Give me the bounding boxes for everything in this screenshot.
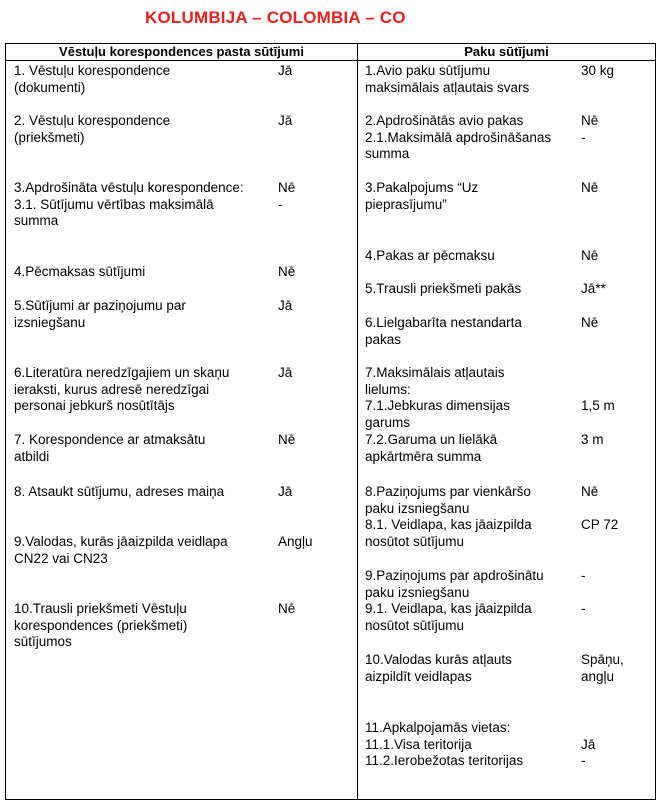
letter-row-4-value: Nē [278, 264, 296, 279]
parcel-row-7-2-value: 3 m [581, 432, 604, 447]
parcel-row-3-value: Nē [581, 180, 599, 195]
parcel-row-9-label: 9.Paziņojums par apdrošinātu paku izsniegšanu 9.1. Veidlapa, kas jāaizpilda nosūtot sūtījumu [365, 568, 544, 633]
parcel-row-10-value: Spāņu, angļu [581, 652, 624, 684]
letter-row-3-label: 3.Apdrošināta vēstuļu korespondence: 3.1. Sūtījumu vērtības maksimālā summa [14, 180, 244, 228]
right-column-header: Paku sūtījumi [464, 44, 549, 59]
letter-row-10-value: Nē [278, 601, 296, 616]
parcel-row-9-value: - - [581, 568, 586, 616]
parcel-row-3-label: 3.Pakalpojums “Uz pieprasījumu” [365, 180, 479, 212]
letter-row-1-value: Jā [278, 63, 293, 78]
header-divider [6, 60, 655, 61]
letter-row-2-label: 2. Vēstuļu korespondence (priekšmeti) [14, 113, 171, 145]
parcel-row-11-label: 11.Apkalpojamās vietas: 11.1.Visa teritorija 11.2.Ierobežotas teritorijas [365, 720, 524, 768]
letter-row-10-label: 10.Trausli priekšmeti Vēstuļu korespondences (priekšmeti) sūtījumos [14, 601, 188, 649]
parcel-row-1-value: 30 kg [581, 63, 615, 78]
parcel-row-8-label: 8.Paziņojums par vienkāršo paku izsniegšanu 8.1. Veidlapa, kas jāaizpilda nosūtot sūtījumu [365, 484, 532, 549]
parcel-row-6-label: 6.Lielgabarīta nestandarta pakas [365, 315, 522, 347]
left-column-header: Vēstuļu korespondences pasta sūtījumi [59, 44, 304, 59]
letter-row-9-value: Angļu [278, 534, 313, 549]
letter-row-8-value: Jā [278, 484, 293, 499]
letter-row-9-label: 9.Valodas, kurās jāaizpilda veidlapa CN22 vai CN23 [14, 534, 228, 566]
parcel-row-7-value: 1,5 m [581, 398, 615, 413]
letter-row-5-value: Jā [278, 298, 293, 313]
letter-row-1-label: 1. Vēstuļu korespondence (dokumenti) [14, 63, 171, 95]
letter-row-6-label: 6.Literatūra neredzīgajiem un skaņu ieraksti, kurus adresē neredzīgai personai jebkurš nosūtītājs [14, 365, 230, 413]
parcel-row-11-value: Jā - [581, 736, 596, 768]
parcel-row-7-2-label: 7.2.Garuma un lielākā apkārtmēra summa [365, 432, 498, 464]
parcel-row-5-value: Jā** [581, 281, 606, 296]
parcel-row-7-label: 7.Maksimālais atļautais lielums: 7.1.Jebkuras dimensijas garums [365, 365, 510, 430]
letter-row-8-label: 8. Atsaukt sūtījumu, adreses maiņa [14, 484, 225, 499]
letter-row-5-label: 5.Sūtījumi ar paziņojumu par izsniegšanu [14, 298, 186, 330]
column-divider [357, 44, 358, 799]
parcel-row-5-label: 5.Trausli priekšmeti pakās [365, 281, 522, 296]
parcel-row-6-value: Nē [581, 315, 599, 330]
letter-row-7-value: Nē [278, 432, 296, 447]
parcel-row-2-label: 2.Apdrošinātās avio pakas 2.1.Maksimālā apdrošināšanas summa [365, 113, 552, 161]
page-title: KOLUMBIJA – COLOMBIA – CO [145, 8, 406, 27]
parcel-row-1-label: 1.Avio paku sūtījumu maksimālais atļautais svars [365, 63, 530, 95]
parcel-row-10-label: 10.Valodas kurās atļauts aizpildīt veidlapas [365, 652, 512, 684]
parcel-row-2-value: Nē - [581, 113, 599, 145]
letter-row-7-label: 7. Korespondence ar atmaksātu atbildi [14, 432, 206, 464]
parcel-row-8-value: Nē CP 72 [581, 484, 619, 532]
letter-row-6-value: Jā [278, 365, 293, 380]
service-table [5, 43, 656, 800]
parcel-row-4-value: Nē [581, 248, 599, 263]
letter-row-2-value: Jā [278, 113, 293, 128]
parcel-row-4-label: 4.Pakas ar pēcmaksu [365, 248, 495, 263]
letter-row-3-value: Nē - [278, 180, 296, 212]
letter-row-4-label: 4.Pēcmaksas sūtījumi [14, 264, 146, 279]
